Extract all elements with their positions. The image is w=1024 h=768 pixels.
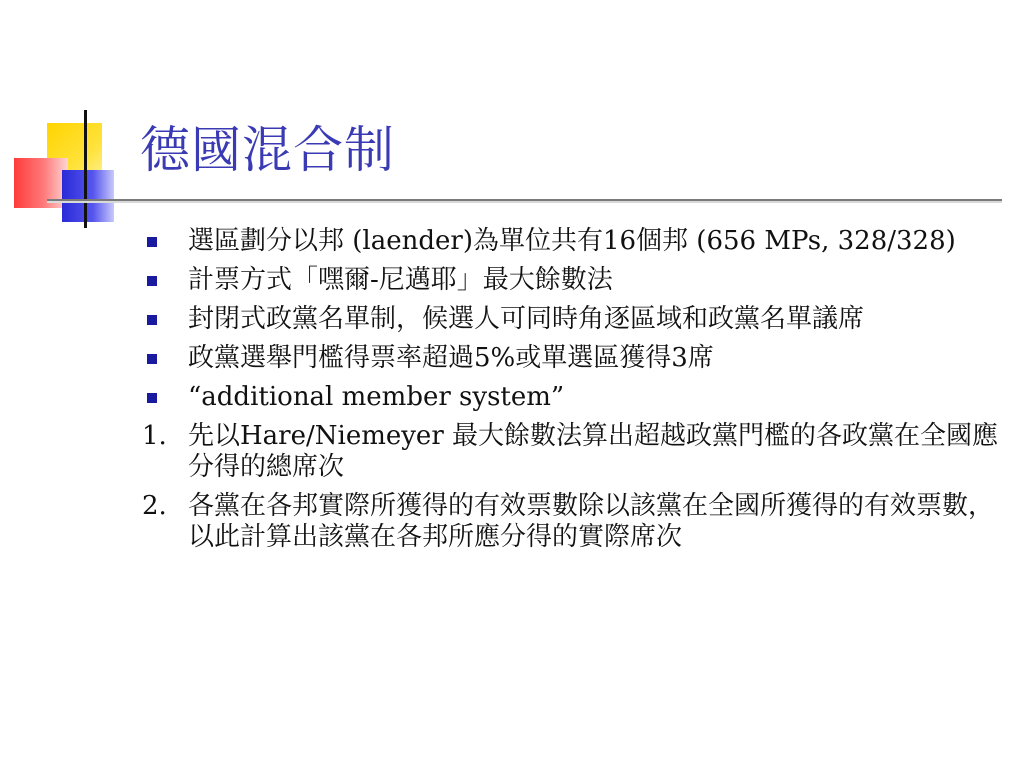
- numbered-item: [142, 491, 1002, 553]
- numbered-item: [142, 421, 1002, 483]
- slide-title: 德國混合制: [140, 121, 395, 179]
- bullet-item: [142, 382, 1002, 413]
- logo-vertical-line: [84, 110, 87, 228]
- bullet-item: [142, 343, 1002, 374]
- item-number: 1.: [142, 421, 167, 451]
- bullet-text: 政黨選舉門檻得票率超過5%或單選區獲得3席: [188, 343, 714, 373]
- bullet-text: “additional member system”: [188, 382, 565, 412]
- square-bullet-icon: [147, 237, 157, 247]
- title-underline-shadow: [47, 201, 1002, 203]
- numbered-text: 各黨在各邦實際所獲得的有效票數除以該黨在全國所獲得的有效票數，以此計算出該黨在各邦所應分得的實際席次: [188, 491, 995, 552]
- bullet-item: [142, 304, 1002, 335]
- bullet-text: 封閉式政黨名單制，候選人可同時角逐區域和政黨名單議席: [188, 304, 865, 334]
- numbered-text: 先以Hare/Niemeyer 最大餘數法算出超越政黨門檻的各政黨在全國應分得的總席次: [188, 421, 999, 482]
- square-bullet-icon: [147, 354, 157, 364]
- square-bullet-icon: [147, 393, 157, 403]
- slide-body: [142, 226, 1002, 561]
- bullet-text: 選區劃分以邦 (laender)為單位共有16個邦 (656 MPs, 328/328): [188, 226, 956, 256]
- square-bullet-icon: [147, 276, 157, 286]
- logo-blue-block: [62, 170, 114, 222]
- square-bullet-icon: [147, 315, 157, 325]
- bullet-item: [142, 265, 1002, 296]
- bullet-item: [142, 226, 1002, 257]
- bullet-text: 計票方式「嘿爾-尼邁耶」最大餘數法: [188, 265, 613, 295]
- item-number: 2.: [142, 491, 167, 521]
